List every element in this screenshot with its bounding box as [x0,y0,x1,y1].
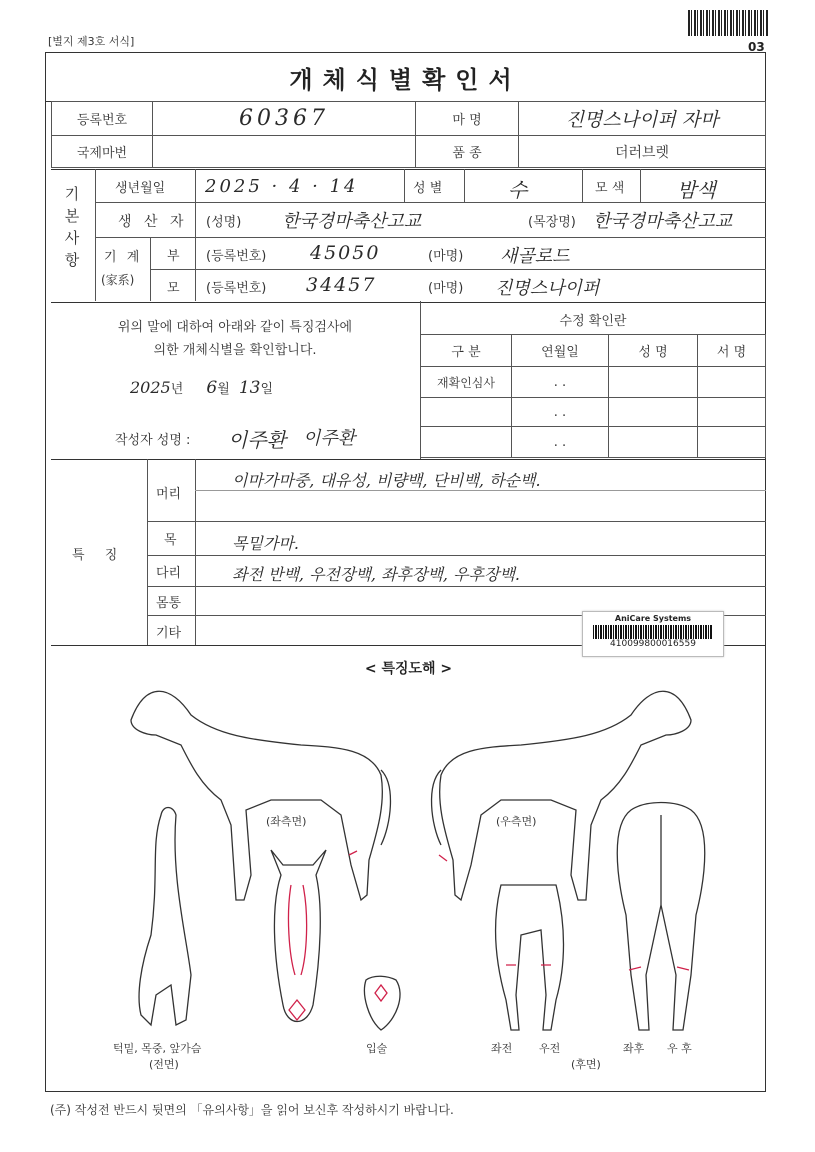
color-label: 모 색 [595,181,625,196]
rev-col-name: 성 명 [609,335,698,367]
mark-lip [375,985,387,1001]
dam-name-value: 진명스나이퍼 [495,278,600,299]
left-side-caption: (좌측면) [266,815,307,828]
rev-col-type: 구 분 [421,335,512,367]
farm-label: (목장명) [528,215,576,230]
farm-value: 한국경마축산고교 [593,211,733,232]
dam-reg-value: 34457 [306,274,377,296]
rev-row1-type: 재확인심사 [421,367,512,398]
neck-label: 목 [164,533,177,548]
birth-date-label: 생년월일 [115,181,166,196]
rev-row3-date: . . [512,427,609,458]
basic-section-label: 기본사항 [64,185,80,269]
horse-right-side [440,691,691,900]
producer-name-label: (성명) [206,215,242,230]
mark-left-leg [349,851,447,861]
confirm-day: 13 [238,378,261,398]
revision-title: 수정 확인란 [559,314,627,329]
other-label: 기타 [156,626,182,641]
sire-name-value: 새골로드 [500,246,570,267]
mark-face-stripe [288,885,306,975]
left-hind-label: 좌후 [623,1042,645,1055]
horse-left-side [131,691,382,900]
sex-label: 성 별 [413,181,443,196]
confirm-line-2: 의한 개체식별을 확인합니다. [153,343,317,358]
intl-number-label: 국제마번 [52,136,153,168]
horse-diagram [51,675,766,1085]
barcode-sticker [582,611,724,657]
reg-number-value: 60367 [153,102,416,136]
intl-number-value [153,136,416,168]
sticker-number: 410099800016559 [610,639,696,649]
left-fore-label: 좌전 [491,1042,513,1055]
registration-table [51,101,766,168]
form-note: [별지 제3호 서식] [48,35,135,48]
confirm-date: 2025년 6월 13일 [130,378,274,398]
signature: 이주환 [303,428,356,449]
horse-head-front [271,850,326,1022]
confirm-line-1: 위의 말에 대하여 아래와 같이 특징검사에 [117,320,353,335]
sire-name-label: (마명) [428,249,464,264]
front-label: 턱밑, 목중, 앞가슴 [113,1042,202,1055]
front-caption: (전면) [149,1058,179,1071]
horse-name-label: 마 명 [416,102,519,136]
right-side-caption: (우측면) [496,815,537,828]
reg-number-label: 등록번호 [52,102,153,136]
rev-col-date: 연월일 [512,335,609,367]
legs-value: 좌전 반백, 우전장백, 좌후장백, 우후장백. [232,565,520,584]
sticker-company: AniCare Systems [614,614,692,623]
horse-front-neck [139,808,191,1026]
dam-label: 모 [167,281,180,296]
body-label: 몸통 [156,596,182,611]
mark-hind-legs [629,967,689,970]
page-number: 03 [748,40,765,54]
horse-front-legs [496,885,564,1030]
confirm-month: 6 [206,378,218,398]
revision-table [420,334,766,458]
legs-label: 다리 [156,566,182,581]
features-section-label: 특 징 [72,548,126,563]
rear-caption: (후면) [571,1058,601,1071]
sire-label: 부 [167,249,180,264]
breed-value: 더러브렛 [519,136,766,168]
diagram-title: < 특징도해 > [364,661,453,677]
form-title: 개체식별확인서 [289,66,522,94]
rev-row2-date: . . [512,398,609,427]
sex-value: 수 [508,178,528,202]
confirm-year: 2025 [130,378,171,397]
pedigree-label: 기 계 [104,250,143,265]
barcode-top [688,10,768,36]
horse-lips [364,976,400,1030]
rev-col-sign: 서 명 [698,335,766,367]
head-label: 머리 [156,487,182,502]
head-value: 이마가마중, 대유성, 비량백, 단비백, 하순백. [232,471,541,490]
pedigree-sub-label: (家系) [101,273,135,287]
birth-date-value: 2025 · 4 · 14 [205,176,359,197]
footer-note: (주) 작성전 반드시 뒷면의 「유의사항」을 읽어 보신후 작성하시기 바랍니다. [50,1103,454,1117]
right-hind-label: 우 후 [667,1042,692,1055]
rev-row1-date: . . [512,367,609,398]
right-fore-label: 우전 [539,1042,561,1055]
horse-name-value: 진명스나이퍼 자마 [519,102,766,136]
sire-reg-value: 45050 [310,242,381,264]
lips-label: 입술 [366,1042,388,1055]
signer-label: 작성자 성명 : [115,433,191,448]
dam-name-label: (마명) [428,281,464,296]
neck-value: 목밑가마. [232,534,299,553]
breed-label: 품 종 [416,136,519,168]
dam-reg-label: (등록번호) [206,281,267,296]
producer-label: 생 산 자 [118,214,188,230]
mark-muzzle [289,1000,305,1020]
color-value: 밤색 [677,178,716,202]
sire-reg-label: (등록번호) [206,249,267,264]
signer-value: 이주환 [228,428,286,452]
producer-name-value: 한국경마축산고교 [282,211,422,232]
